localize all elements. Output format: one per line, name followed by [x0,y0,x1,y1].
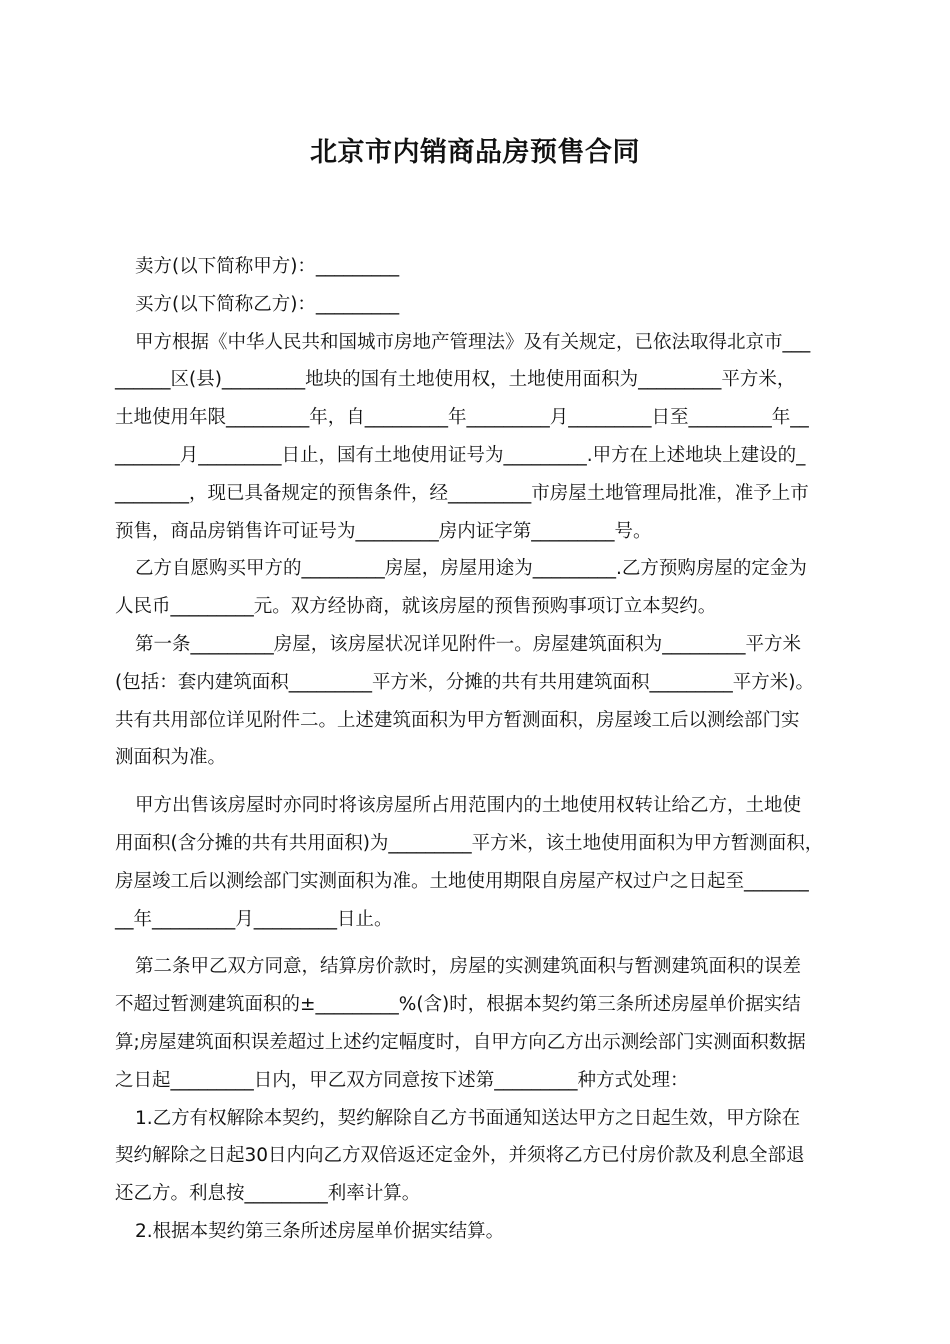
purchase-line-1: 乙方自愿购买甲方的_________房屋，房屋用途为_________.乙方预购房屋的定金为 [135,558,807,580]
article-1-line-3: 共有共用部位详见附件二。上述建筑面积为甲方暂测面积，房屋竣工后以测绘部门实 [115,709,800,731]
article-2-line-2: 不超过暂测建筑面积的±_________%(含)时，根据本契约第三条所述房屋单价据实结 [115,994,801,1016]
preamble-line-6: 预售，商品房销售许可证号为_________房内证字第_________号。 [115,520,652,542]
land-use-line-3: 房屋竣工后以测绘部门实测面积为准。土地使用期限自房屋产权过户之日起至_______ [115,870,809,892]
purchase-line-2: 人民币_________元。双方经协商，就该房屋的预售预购事项订立本契约。 [115,596,717,618]
preamble-line-5: ________，现已具备规定的预售条件，经_________市房屋土地管理局批准，准予上市 [115,482,809,504]
article-2-line-1: 第二条甲乙双方同意，结算房价款时，房屋的实测建筑面积与暂测建筑面积的误差 [135,956,802,978]
preamble-line-1: 甲方根据《中华人民共和国城市房地产管理法》及有关规定，已依法取得北京市___ [135,331,811,353]
article-2-line-4: 之日起_________日内，甲乙双方同意按下述第_________种方式处理： [115,1069,689,1091]
option-1-line-3: 还乙方。利息按_________利率计算。 [115,1183,421,1205]
land-use-line-4: __年_________月_________日止。 [115,908,393,930]
article-1-line-4: 测面积为准。 [115,747,227,769]
land-use-line-1: 甲方出售该房屋时亦同时将该房屋所占用范围内的土地使用权转让给乙方，土地使 [135,795,802,817]
preamble-line-4: _______月_________日止，国有土地使用证号为_________.甲方在上述地块上建设的_ [115,444,806,466]
document-title: 北京市内销商品房预售合同 [310,137,640,168]
preamble-line-3: 土地使用年限_________年，自_________年_________月_________日至_________年__ [115,407,809,429]
buyer-line: 买方(以下简称乙方)：_________ [135,293,400,315]
seller-line: 卖方(以下简称甲方)：_________ [135,256,400,277]
article-1-line-2: (包括：套内建筑面积_________平方米，分摊的共有共用建筑面积_________平方米)。 [115,671,814,693]
option-1-line-2: 契约解除之日起30日内向乙方双倍返还定金外，并须将乙方已付房价款及利息全部退 [115,1145,805,1167]
article-2-line-3: 算;房屋建筑面积误差超过上述约定幅度时，自甲方向乙方出示测绘部门实测面积数据 [115,1031,806,1053]
contract-body [115,248,845,1251]
option-2-line-1: 2.根据本契约第三条所述房屋单价据实结算。 [135,1220,505,1242]
article-1-line-1: 第一条_________房屋，该房屋状况详见附件一。房屋建筑面积为_________平方米 [135,633,802,655]
option-1-line-1: 1.乙方有权解除本契约，契约解除自乙方书面通知送达甲方之日起生效，甲方除在 [135,1107,801,1129]
preamble-line-2: ______区(县)_________地块的国有土地使用权，土地使用面积为_________平方米， [115,369,796,391]
land-use-line-2: 用面积(含分摊的共有共用面积)为_________平方米，该土地使用面积为甲方暂测面积， [115,832,824,854]
